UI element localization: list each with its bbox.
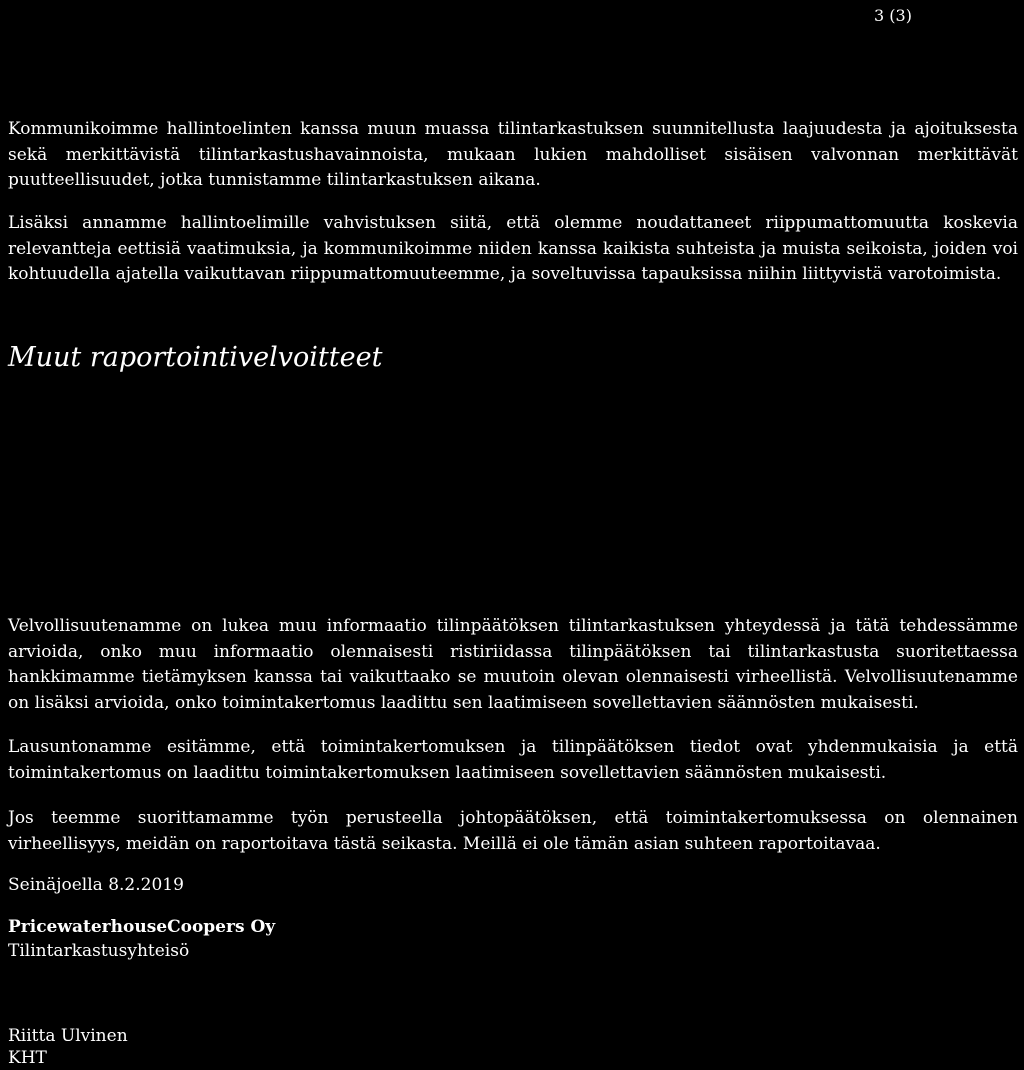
paragraph-misstatement: Jos teemme suorittamamme työn perusteella johtopäätöksen, että toimintakertomuksessa on olennainen virheellisyys, meidän on raportoitava tästä seikasta. Meillä ei ole tämän asian suhteen raportoitavaa.	[8, 808, 1018, 854]
page-number: 3 (3)	[874, 6, 912, 25]
place-date: Seinäjoella 8.2.2019	[8, 875, 184, 895]
section-heading: Muut raportointivelvoitteet	[8, 342, 383, 373]
paragraph-other-information: Velvollisuutenamme on lukea muu informaatio tilinpäätöksen tilintarkastuksen yhteydessä ja tätä tehdessämme arvioida, onko muu informaatio olennaisesti ristiriidassa tilinpäätöksen tai tilintarkastusta suoritettaessa hankkimamme tietämyksen kanssa tai vaikuttaako se muutoin olevan olennaisesti virheellistä. Velvollisuutenamme on lisäksi arvioida, onko toimintakertomus laadittu sen laatimiseen sovellettavien säännösten mukaisesti.	[8, 616, 1018, 713]
paragraph-communication: Kommunikoimme hallintoelinten kanssa muun muassa tilintarkastuksen suunnitellusta laajuudesta ja ajoituksesta sekä merkittävistä tilintarkastushavainnoista, mukaan lukien mahdolliset sisäisen valvonnan merkittävät puutteellisuudet, jotka tunnistamme tilintarkastuksen aikana.	[8, 119, 1018, 190]
paragraph-independence: Lisäksi annamme hallintoelimille vahvistuksen siitä, että olemme noudattaneet riippumattomuutta koskevia relevantteja eettisiä vaatimuksia, ja kommunikoimme niiden kanssa kaikista suhteista ja muista seikoista, joiden voi kohtuudella ajatella vaikuttavan riippumattomuuteemme, ja soveltuvissa tapauksissa niihin liittyvistä varotoimista.	[8, 213, 1018, 284]
auditor-title: KHT	[8, 1048, 47, 1068]
auditor-name: Riitta Ulvinen	[8, 1026, 128, 1046]
audit-firm-name: PricewaterhouseCoopers Oy	[8, 917, 276, 937]
audit-firm-type: Tilintarkastusyhteisö	[8, 941, 190, 961]
paragraph-opinion: Lausuntonamme esitämme, että toimintakertomuksen ja tilinpäätöksen tiedot ovat yhdenmukaisia ja että toimintakertomus on laadittu toimintakertomuksen laatimiseen sovellettavien säännösten mukaisesti.	[8, 737, 1018, 783]
